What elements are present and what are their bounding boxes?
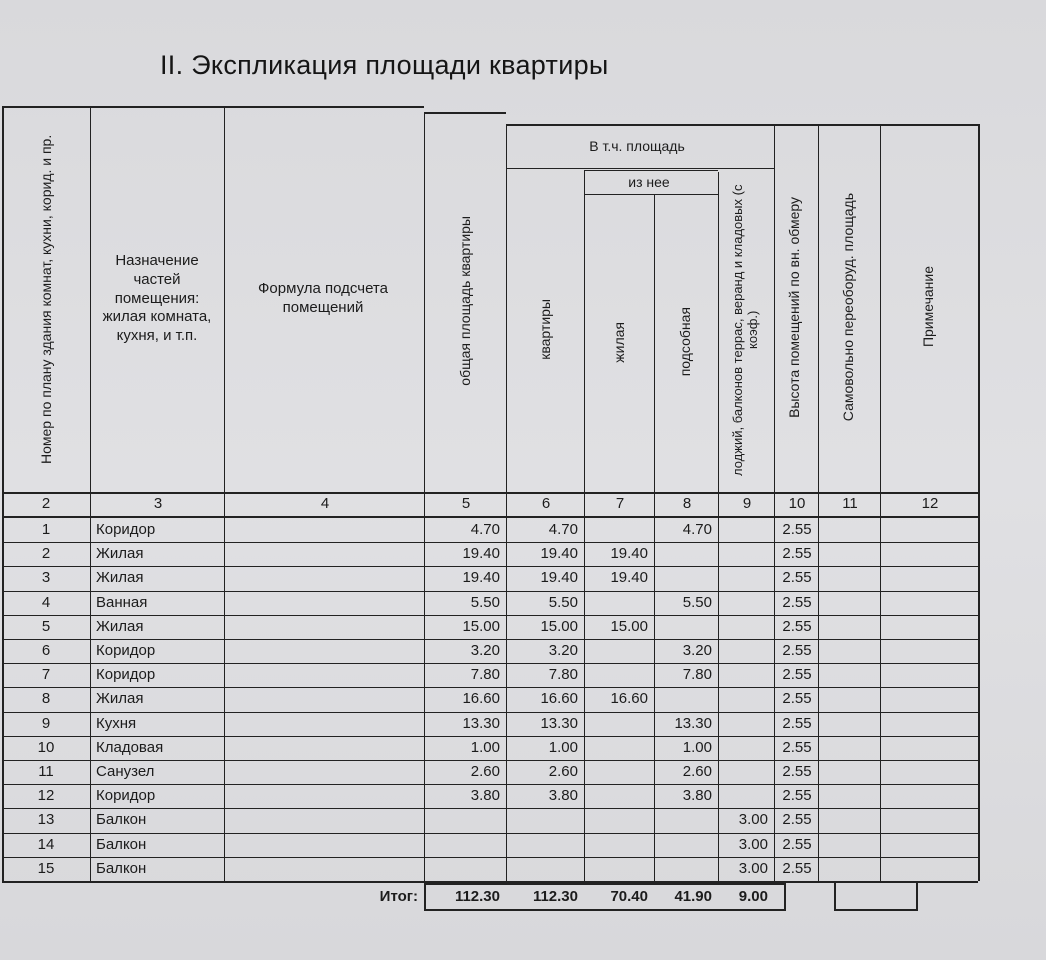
- header-living: [586, 196, 652, 488]
- cell-name: Жилая: [96, 617, 144, 635]
- cell-num: 7: [41, 666, 51, 684]
- cell-living: [586, 736, 654, 760]
- cell-loggia: [720, 518, 774, 542]
- grid-line: [2, 615, 978, 616]
- cell-name: Ванная: [96, 593, 148, 611]
- cell-name: Балкон: [96, 835, 147, 853]
- cell-total: 19.40: [462, 569, 500, 587]
- grid-line: [90, 106, 91, 881]
- cell-apt: 3.80: [548, 787, 578, 805]
- cell-height: 2.55: [782, 859, 812, 877]
- cell-height: 2.55: [782, 714, 812, 732]
- grid-line: [2, 542, 978, 543]
- cell-height: 2.55: [782, 545, 812, 563]
- grid-line: [224, 108, 225, 881]
- cell-num: 12: [37, 787, 55, 805]
- cell-name: Балкон: [96, 811, 147, 829]
- grid-line: [2, 881, 978, 883]
- header-living-text: жилая: [610, 321, 627, 363]
- cell-apt: 16.60: [540, 690, 578, 708]
- grid-line: [654, 194, 655, 881]
- cell-aux: 3.20: [682, 642, 712, 660]
- cell-total: [426, 833, 506, 857]
- header-loggias: [718, 172, 774, 488]
- grid-line: [818, 124, 819, 881]
- totals-aux: 41.90: [674, 888, 712, 905]
- cell-total: 7.80: [470, 666, 500, 684]
- cell-aux: [656, 687, 718, 711]
- grid-line: [584, 170, 585, 881]
- cell-living: [586, 833, 654, 857]
- header-loggias-text: лоджий, балконов террас, веранд и кладовых (с коэф.): [730, 184, 760, 476]
- header-note-text: Примечание: [919, 266, 936, 348]
- cell-apt: 4.70: [548, 521, 578, 539]
- cell-name: Жилая: [96, 545, 144, 563]
- grid-line: [774, 124, 775, 881]
- cell-height: 2.55: [782, 642, 812, 660]
- cell-living: 16.60: [610, 690, 648, 708]
- cell-name: Коридор: [96, 787, 156, 805]
- cell-num: 11: [38, 763, 54, 781]
- column-number: 8: [682, 495, 692, 512]
- cell-num: 3: [41, 569, 51, 587]
- cell-living: [586, 591, 654, 615]
- header-room-purpose: Назначение частей помещения: жилая комната, кухня, и т.п.: [102, 252, 212, 345]
- column-number: 11: [842, 495, 858, 512]
- cell-num: 13: [37, 811, 55, 829]
- cell-apt: 2.60: [548, 763, 578, 781]
- cell-aux: [656, 808, 718, 832]
- cell-height: 2.55: [782, 787, 812, 805]
- cell-total: 15.00: [462, 617, 500, 635]
- cell-name: Коридор: [96, 666, 156, 684]
- grid-line: [2, 712, 978, 713]
- column-number: 7: [615, 495, 625, 512]
- cell-height: 2.55: [782, 690, 812, 708]
- cell-name: Кухня: [96, 714, 137, 732]
- cell-apt: 19.40: [540, 545, 578, 563]
- cell-height: 2.55: [782, 835, 812, 853]
- header-height: [772, 126, 816, 488]
- totals-box-unauthorized: [834, 883, 918, 911]
- cell-num: 6: [41, 642, 51, 660]
- cell-living: [586, 808, 654, 832]
- cell-living: 19.40: [610, 569, 648, 587]
- cell-height: 2.55: [782, 811, 812, 829]
- cell-name: Жилая: [96, 569, 144, 587]
- cell-aux: 13.30: [674, 714, 712, 732]
- header-including-area: В т.ч. площадь: [589, 137, 685, 154]
- cell-aux: 3.80: [682, 787, 712, 805]
- cell-aux: 4.70: [682, 521, 712, 539]
- grid-line: [2, 857, 978, 858]
- cell-total: 16.60: [462, 690, 500, 708]
- grid-line: [424, 112, 425, 881]
- cell-height: 2.55: [782, 569, 812, 587]
- cell-num: 2: [41, 545, 51, 563]
- grid-line: [2, 106, 424, 108]
- totals-living: 70.40: [610, 888, 648, 905]
- cell-aux: [656, 615, 718, 639]
- cell-aux: [656, 857, 718, 881]
- grid-line: [718, 172, 719, 881]
- cell-aux: 1.00: [682, 738, 712, 756]
- cell-loggia: [720, 639, 774, 663]
- grid-line: [2, 736, 978, 737]
- cell-height: 2.55: [782, 617, 812, 635]
- cell-name: Коридор: [96, 642, 156, 660]
- document-title: II. Экспликация площади квартиры: [160, 50, 609, 80]
- cell-num: 1: [41, 521, 51, 539]
- header-total-area-text: общая площадь квартиры: [456, 216, 473, 386]
- cell-loggia: [720, 615, 774, 639]
- column-number: 9: [742, 495, 752, 512]
- cell-loggia: [720, 687, 774, 711]
- grid-line: [2, 833, 978, 834]
- cell-aux: 5.50: [682, 593, 712, 611]
- column-number: 10: [788, 495, 806, 512]
- cell-aux: [656, 542, 718, 566]
- grid-line: [2, 566, 978, 567]
- grid-line: [2, 687, 978, 688]
- header-total-area: [426, 112, 504, 490]
- cell-name: Кладовая: [96, 738, 164, 756]
- cell-height: 2.55: [782, 763, 812, 781]
- cell-loggia: [720, 591, 774, 615]
- header-unauthorized: [818, 126, 878, 488]
- grid-line: [2, 639, 978, 640]
- header-auxiliary-text: подсобная: [676, 307, 693, 377]
- cell-living: 15.00: [610, 617, 648, 635]
- column-number: 5: [461, 495, 471, 512]
- cell-living: [586, 760, 654, 784]
- grid-line: [2, 492, 978, 494]
- cell-aux: [656, 566, 718, 590]
- grid-line: [2, 591, 978, 592]
- cell-name: Коридор: [96, 521, 156, 539]
- cell-loggia: [720, 712, 774, 736]
- grid-line: [424, 112, 506, 114]
- cell-height: 2.55: [782, 521, 812, 539]
- header-of-which: из нее: [628, 173, 670, 190]
- cell-aux: 2.60: [682, 763, 712, 781]
- totals-box: [424, 883, 786, 911]
- totals-apt: 112.30: [532, 888, 578, 905]
- cell-loggia: [720, 663, 774, 687]
- grid-line: [880, 124, 881, 881]
- cell-apt: [508, 808, 584, 832]
- cell-apt: 19.40: [540, 569, 578, 587]
- cell-num: 4: [41, 593, 51, 611]
- cell-loggia: 3.00: [738, 811, 768, 829]
- header-note: [880, 126, 976, 488]
- header-room-number: [2, 106, 90, 492]
- cell-loggia: [720, 542, 774, 566]
- totals-loggia: 9.00: [738, 888, 768, 905]
- header-room-number-text: Номер по плану здания комнат, кухни, корид. и пр.: [37, 134, 54, 464]
- cell-apt: 15.00: [540, 617, 578, 635]
- header-apartment-text: квартиры: [536, 298, 553, 360]
- column-number: 3: [153, 495, 163, 512]
- cell-living: [586, 784, 654, 808]
- grid-line: [2, 808, 978, 809]
- header-auxiliary: [654, 196, 716, 488]
- cell-num: 14: [37, 835, 55, 853]
- cell-apt: [508, 833, 584, 857]
- cell-total: 1.00: [470, 738, 500, 756]
- grid-line: [2, 106, 4, 881]
- cell-living: [586, 712, 654, 736]
- cell-total: [426, 857, 506, 881]
- header-formula: Формула подсчета помещений: [258, 280, 388, 316]
- column-number: 2: [41, 495, 51, 512]
- header-unauthorized-text: Самовольно переоборуд. площадь: [839, 192, 856, 422]
- cell-living: 19.40: [610, 545, 648, 563]
- cell-name: Санузел: [96, 763, 155, 781]
- cell-loggia: [720, 784, 774, 808]
- cell-apt: 7.80: [548, 666, 578, 684]
- cell-living: [586, 663, 654, 687]
- cell-apt: [508, 857, 584, 881]
- cell-num: 9: [41, 714, 51, 732]
- cell-living: [586, 639, 654, 663]
- cell-name: Балкон: [96, 859, 147, 877]
- cell-total: 19.40: [462, 545, 500, 563]
- totals-total: 112.30: [454, 888, 500, 905]
- grid-line: [2, 663, 978, 664]
- grid-line: [2, 516, 978, 518]
- cell-loggia: [720, 566, 774, 590]
- grid-line: [584, 194, 718, 195]
- cell-apt: 13.30: [540, 714, 578, 732]
- cell-loggia: [720, 736, 774, 760]
- grid-line: [506, 124, 978, 126]
- header-height-text: Высота помещений по вн. обмеру: [785, 196, 802, 418]
- cell-total: 3.80: [470, 787, 500, 805]
- cell-num: 5: [41, 617, 51, 635]
- header-apartment: [508, 170, 582, 488]
- column-number: 12: [921, 495, 939, 512]
- cell-living: [586, 518, 654, 542]
- cell-num: 15: [37, 859, 55, 877]
- cell-apt: 3.20: [548, 642, 578, 660]
- totals-label: Итог:: [379, 888, 418, 905]
- cell-height: 2.55: [782, 738, 812, 756]
- cell-apt: 5.50: [548, 593, 578, 611]
- cell-height: 2.55: [782, 666, 812, 684]
- cell-num: 10: [37, 738, 55, 756]
- cell-loggia: [720, 760, 774, 784]
- cell-living: [586, 857, 654, 881]
- grid-line: [978, 124, 980, 881]
- cell-total: 5.50: [470, 593, 500, 611]
- cell-height: 2.55: [782, 593, 812, 611]
- cell-aux: 7.80: [682, 666, 712, 684]
- cell-total: [426, 808, 506, 832]
- cell-name: Жилая: [96, 690, 144, 708]
- grid-line: [2, 760, 978, 761]
- column-number: 6: [541, 495, 551, 512]
- grid-line: [2, 784, 978, 785]
- cell-total: 3.20: [470, 642, 500, 660]
- cell-total: 2.60: [470, 763, 500, 781]
- cell-apt: 1.00: [548, 738, 578, 756]
- grid-line: [506, 168, 774, 169]
- grid-line: [506, 124, 507, 881]
- cell-total: 4.70: [470, 521, 500, 539]
- cell-loggia: 3.00: [738, 835, 768, 853]
- cell-total: 13.30: [462, 714, 500, 732]
- cell-loggia: 3.00: [738, 859, 768, 877]
- cell-num: 8: [41, 690, 51, 708]
- cell-aux: [656, 833, 718, 857]
- grid-line: [584, 170, 718, 171]
- column-number: 4: [320, 495, 330, 512]
